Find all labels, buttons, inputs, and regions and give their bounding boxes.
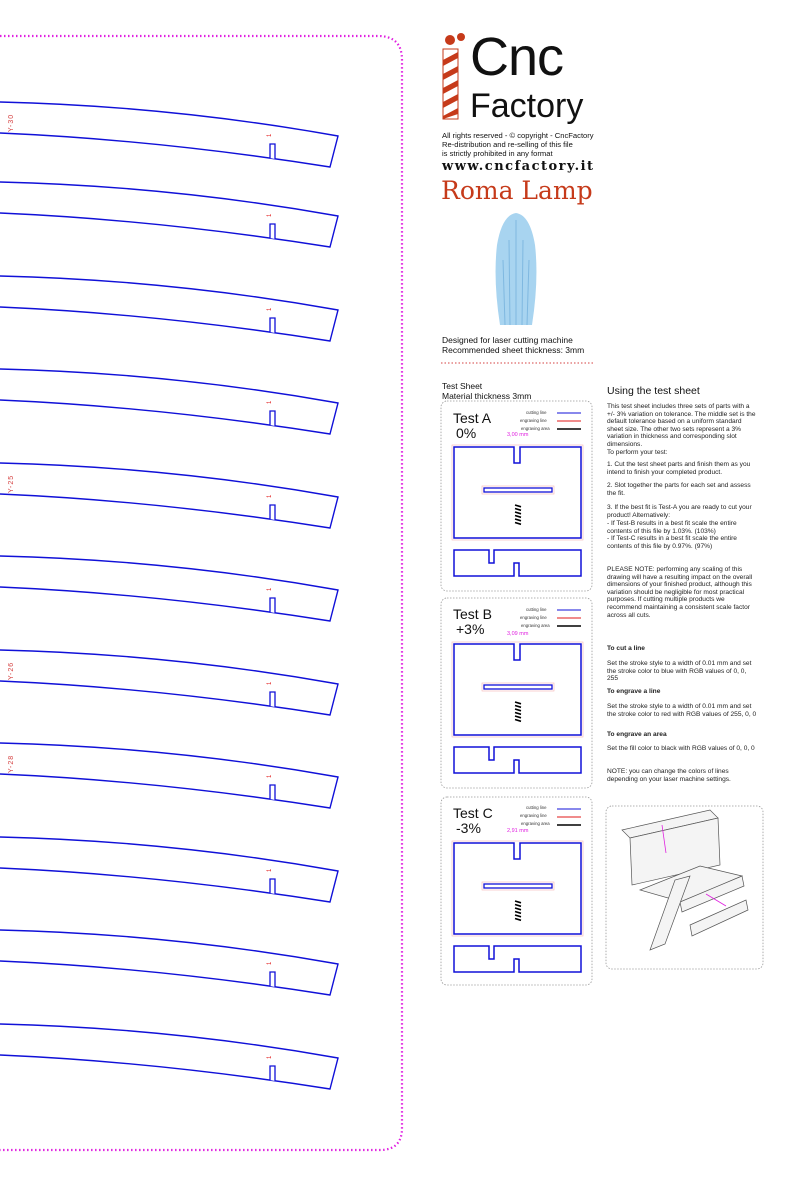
perform-heading: To perform your test: [607,449,668,456]
final-note: NOTE: you can change the colors of lines depending on your laser machine settings. [607,768,731,783]
slot-label: 1 [267,133,273,137]
roma-lamp-illustration [496,213,537,325]
slot-label: 1 [267,774,273,778]
test-b-pct: +3% [456,621,485,637]
lamp-rib [0,556,338,621]
scaling-note: PLEASE NOTE: performing any scaling of this drawing will have a resulting impact on the overall dimensions of your finished product, although this variation should be negligible for most practical purposes. If cutting multiple products we recommend maintaining a consistent scale factor across all cuts. [607,566,753,619]
part-label: Y-25 [8,474,15,493]
sheet-thickness: Recommended sheet thickness: 3mm [442,345,585,355]
lamp-rib [0,1024,338,1089]
test-c-mm: 2,91 mm [507,828,529,834]
slot-label: 1 [267,494,273,498]
slot-label: 1 [267,213,273,217]
lamp-rib [0,930,338,995]
sheet-border [0,36,402,1150]
intro-text: This test sheet includes three sets of parts with a +/- 3% variation on tolerance. The middle set is the default tolerance based on a uniform standard sheet size. The other two sets represent a 3% variation in thickness and corresponding slot dimensions. [607,403,756,448]
rights-line: Re-distribution and re-selling of this file [442,140,573,149]
test-c-name: Test C [453,805,493,821]
test-b-mm: 3,09 mm [507,631,529,637]
legend-engrave: engraving line [520,813,547,818]
test-sets [441,401,592,985]
engrave-heading: To engrave a line [607,688,661,695]
slot-label: 1 [267,587,273,591]
legend-cut: cutting line [526,410,547,415]
lamp-ribs [0,102,338,1089]
product-title: Roma Lamp [441,176,593,205]
area-heading: To engrave an area [607,731,667,738]
part-label: Y-26 [8,661,15,680]
slot-label: 1 [267,307,273,311]
assembly-illustration [622,810,748,950]
slot-label: 1 [267,681,273,685]
cut-heading: To cut a line [607,645,645,652]
test-sheet-heading: Test Sheet [442,381,483,391]
cut-text: Set the stroke style to a width of 0.01 mm and set the stroke color to blue with RGB values of 0, 0, 255 [607,660,752,683]
website-url: www.cncfactory.it [442,159,595,174]
part-label: Y-28 [8,754,15,773]
part-label: Y-30 [8,113,15,132]
test-a-name: Test A [453,410,492,426]
lamp-rib [0,102,338,167]
designed-for: Designed for laser cutting machine [442,335,573,345]
test-b-name: Test B [453,606,492,622]
step-1: 1. Cut the test sheet parts and finish them as you intend to finish your completed product. [607,461,751,476]
legend-area: engraving area [521,821,550,826]
test-c-pct: -3% [456,820,481,836]
brand-name-bottom: Factory [470,87,584,125]
rights-line: is strictly prohibited in any format [442,149,553,158]
brand-name-top: Cnc [470,27,564,87]
lamp-rib [0,369,338,434]
slot-label: 1 [267,400,273,404]
lamp-rib [0,837,338,902]
lighthouse-logo-icon [443,33,465,119]
instructions-heading: Using the test sheet [607,385,700,397]
slot-label: 1 [267,1055,273,1059]
test-a-pct: 0% [456,425,477,441]
lamp-rib [0,276,338,341]
slot-label: 1 [267,868,273,872]
legend-cut: cutting line [526,805,547,810]
lamp-rib [0,182,338,247]
material-thickness: Material thickness 3mm [442,391,532,401]
legend-cut: cutting line [526,607,547,612]
slot-label: 1 [267,961,273,965]
legend-engrave: engraving line [520,615,547,620]
step-3: 3. If the best fit is Test-A you are ready to cut your product! Alternatively: [607,504,752,519]
lamp-rib [0,743,338,808]
test-a-mm: 3,00 mm [507,432,529,438]
step-3c: - If Test-C results in a best fit scale the entire contents of this file by 0.97%. (97%) [607,535,737,550]
legend-engrave: engraving line [520,418,547,423]
lamp-rib [0,650,338,715]
area-text: Set the fill color to black with RGB values of 0, 0, 0 [607,745,755,752]
lamp-rib [0,463,338,528]
legend-area: engraving area [521,426,550,431]
engrave-text: Set the stroke style to a width of 0.01 mm and set the stroke color to red with RGB values of 255, 0, 0 [607,703,757,718]
step-3b: - If Test-B results in a best fit scale the entire contents of this file by 1.03%. (103%) [607,520,737,535]
legend-area: engraving area [521,623,550,628]
rights-line: All rights reserved - © copyright - CncFactory [442,131,594,140]
step-2: 2. Slot together the parts for each set and assess the fit. [607,482,751,497]
